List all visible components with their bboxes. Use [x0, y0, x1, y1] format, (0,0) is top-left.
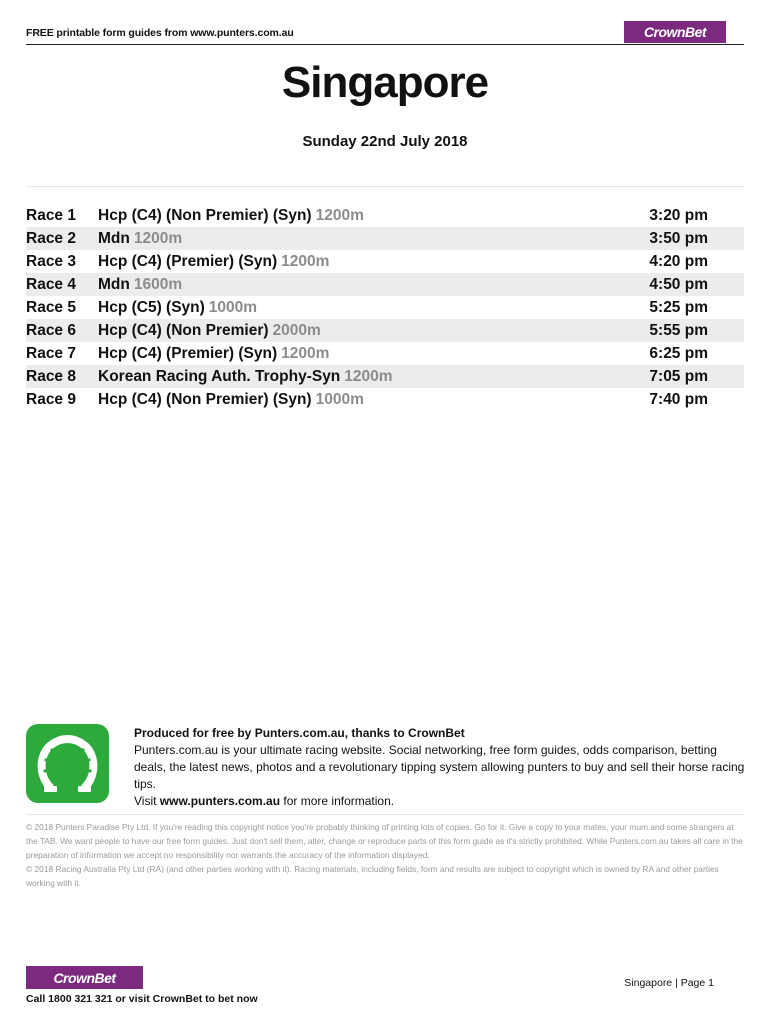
race-row — [26, 296, 744, 319]
race-time: 3:50 pm — [649, 230, 708, 247]
race-name — [98, 204, 364, 227]
race-distance: 1000m — [208, 299, 258, 316]
race-number: Race 5 — [26, 299, 76, 316]
race-list — [26, 204, 744, 411]
race-name — [98, 250, 329, 273]
crownbet-logo: CrownBet — [624, 21, 726, 43]
race-title: Korean Racing Auth. Trophy-Syn — [98, 368, 341, 385]
copyright-notice — [26, 820, 746, 890]
race-number: Race 8 — [26, 368, 76, 385]
race-number: Race 2 — [26, 230, 76, 247]
race-title: Hcp (C5) (Syn) — [98, 299, 205, 316]
race-number: Race 1 — [26, 207, 76, 224]
race-title: Mdn — [98, 276, 130, 293]
race-distance: 1600m — [133, 276, 183, 293]
race-time: 3:20 pm — [649, 207, 708, 224]
race-time: 5:55 pm — [649, 322, 708, 339]
race-time: 7:05 pm — [649, 368, 708, 385]
race-name — [98, 388, 364, 411]
race-row — [26, 319, 744, 342]
race-row — [26, 342, 744, 365]
promo-title: Produced for free by Punters.com.au, thanks to CrownBet — [134, 726, 465, 740]
copyright-punters: © 2018 Punters Paradise Pty Ltd. If you're reading this copyright notice you're probably thinking of printing lots of copies. Go for it. Give a copy to your mates, your mum and some strangers at the TAB. We want people to have our free form guides. Just don't sell them, alter, change or reproduce parts of this form guide as it's strictly prohibited. While Punters.com.au takes all care in the preparation of information we accept no responsibility nor warrants the accuracy of the information displayed. — [26, 822, 743, 860]
race-distance: 1200m — [133, 230, 183, 247]
race-distance: 1200m — [344, 368, 393, 385]
race-distance: 1200m — [315, 207, 364, 224]
visit-prefix: Visit — [134, 794, 157, 808]
promo-block — [134, 725, 746, 810]
race-row — [26, 365, 744, 388]
race-title: Hcp (C4) (Premier) (Syn) — [98, 253, 278, 270]
race-time: 4:50 pm — [649, 276, 708, 293]
race-name — [98, 296, 257, 319]
race-row — [26, 250, 744, 273]
race-name — [98, 365, 393, 388]
race-name — [98, 342, 329, 365]
race-title: Hcp (C4) (Non Premier) (Syn) — [98, 207, 312, 224]
promo-divider — [26, 814, 744, 815]
visit-suffix: for more information. — [283, 794, 395, 808]
race-time: 7:40 pm — [649, 391, 708, 408]
race-distance: 1200m — [281, 345, 330, 362]
race-distance: 2000m — [272, 322, 321, 339]
promo-visit — [134, 793, 746, 810]
race-time: 6:25 pm — [649, 345, 708, 362]
race-number: Race 9 — [26, 391, 76, 408]
header-divider — [26, 44, 744, 45]
race-row — [26, 204, 744, 227]
race-distance: 1200m — [281, 253, 330, 270]
race-title: Hcp (C4) (Non Premier) — [98, 322, 269, 339]
header-tagline: FREE printable form guides from www.punters.com.au — [26, 27, 294, 39]
copyright-racing-australia: © 2018 Racing Australia Pty Ltd (RA) (and other parties working with it). Racing materials, including fields, form and results are subject to copyright which is owned by RA and other parties working with it. — [26, 864, 719, 888]
race-number: Race 7 — [26, 345, 76, 362]
race-row — [26, 388, 744, 411]
punters-link[interactable]: www.punters.com.au — [159, 794, 281, 808]
race-name — [98, 227, 182, 250]
race-number: Race 3 — [26, 253, 76, 270]
race-row — [26, 227, 744, 250]
horseshoe-icon — [26, 724, 109, 803]
race-date: Sunday 22nd July 2018 — [302, 133, 468, 150]
race-number: Race 4 — [26, 276, 76, 293]
call-to-action: Call 1800 321 321 or visit CrownBet to bet now — [26, 993, 258, 1005]
race-name — [98, 273, 182, 296]
page-number: Singapore | Page 1 — [624, 977, 714, 989]
race-time: 4:20 pm — [649, 253, 708, 270]
race-title: Hcp (C4) (Non Premier) (Syn) — [98, 391, 312, 408]
page-title: Singapore — [281, 58, 489, 107]
title-divider — [26, 186, 744, 187]
race-row — [26, 273, 744, 296]
promo-body: Punters.com.au is your ultimate racing website. Social networking, free form guides, odds comparison, betting deals, the latest news, photos and a revolutionary tipping system allowing punters to buy and sell their horse racing tips. — [134, 743, 745, 791]
race-distance: 1000m — [315, 391, 364, 408]
race-title: Hcp (C4) (Premier) (Syn) — [98, 345, 278, 362]
race-name — [98, 319, 321, 342]
race-time: 5:25 pm — [649, 299, 708, 316]
race-number: Race 6 — [26, 322, 76, 339]
race-title: Mdn — [98, 230, 130, 247]
crownbet-footer-logo: CrownBet — [26, 966, 143, 989]
